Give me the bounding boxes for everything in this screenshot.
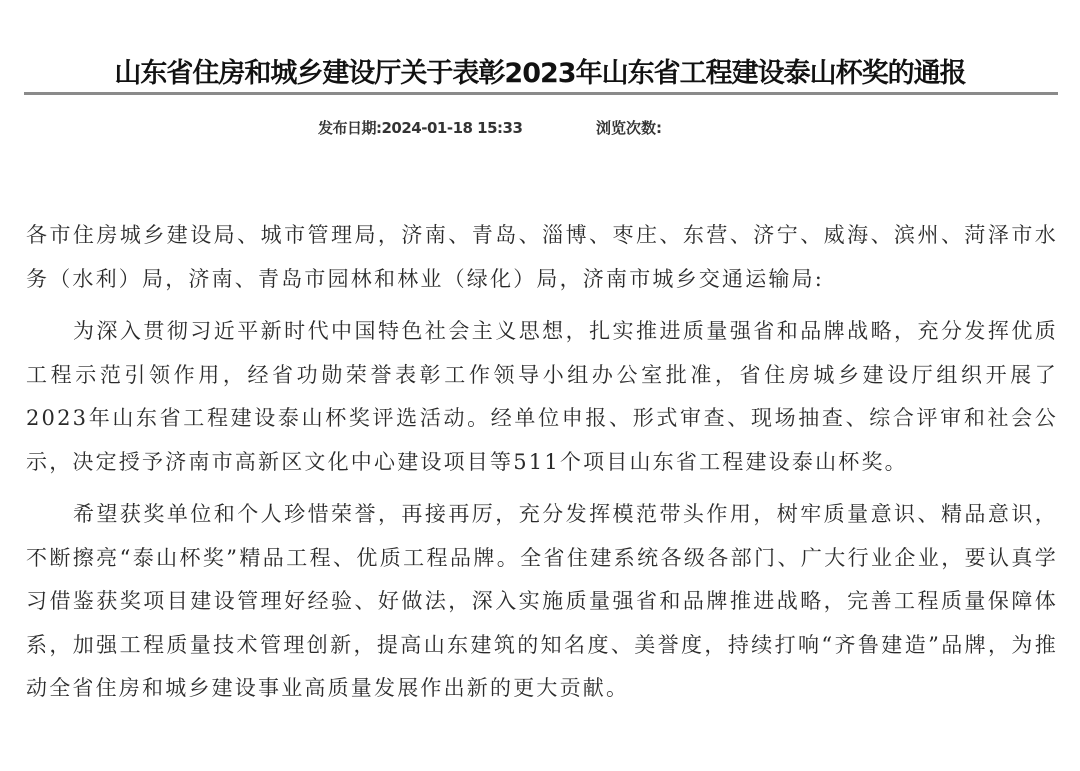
article-body — [26, 214, 1058, 720]
page-title: 山东省住房和城乡建设厅关于表彰2023年山东省工程建设泰山杯奖的通报 — [114, 58, 966, 90]
publish-date-label: 发布日期: — [318, 119, 382, 137]
article-meta — [0, 116, 1080, 140]
body-paragraph-1: 为深入贯彻习近平新时代中国特色社会主义思想，扎实推进质量强省和品牌战略，充分发挥优质工程示范引领作用，经省功勋荣誉表彰工作领导小组办公室批准，省住房城乡建设厅组织开展了2023年山东省工程建设泰山杯奖评选活动。经单位申报、形式审查、现场抽查、综合评审和社会公示，决定授予济南市高新区文化中心建设项目等511个项目山东省工程建设泰山杯奖。 — [26, 319, 1058, 474]
publish-date-value: 2024-01-18 15:33 — [381, 119, 523, 137]
body-paragraph-2: 希望获奖单位和个人珍惜荣誉，再接再厉，充分发挥模范带头作用，树牢质量意识、精品意识，不断擦亮“泰山杯奖”精品工程、优质工程品牌。全省住建系统各级各部门、广大行业企业，要认真学习借鉴获奖项目建设管理好经验、好做法，深入实施质量强省和品牌推进战略，完善工程质量保障体系，加强工程质量技术管理创新，提高山东建筑的知名度、美誉度，持续打响“齐鲁建造”品牌，为推动全省住房和城乡建设事业高质量发展作出新的更大贡献。 — [26, 502, 1058, 700]
view-count — [596, 116, 662, 140]
publish-date — [318, 116, 522, 140]
view-count-label: 浏览次数: — [596, 119, 662, 137]
addressee-paragraph: 各市住房城乡建设局、城市管理局，济南、青岛、淄博、枣庄、东营、济宁、威海、滨州、菏泽市水务（水利）局，济南、青岛市园林和林业（绿化）局，济南市城乡交通运输局: — [26, 223, 1058, 291]
title-divider — [24, 92, 1058, 95]
